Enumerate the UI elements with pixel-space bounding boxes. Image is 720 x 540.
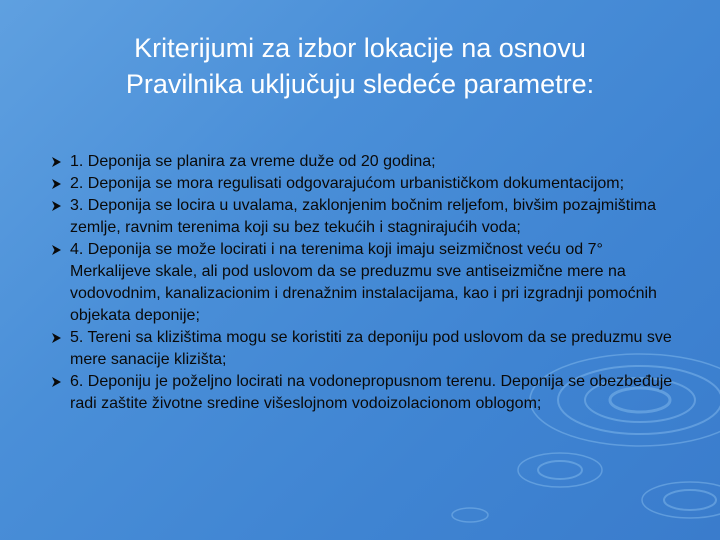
arrow-bullet-icon [52, 333, 61, 343]
arrow-bullet-icon [52, 377, 61, 387]
list-item [58, 151, 688, 173]
title-line-2: Pravilnika uključuju sledeće parametre: [125, 69, 595, 99]
slide-title [40, 30, 680, 102]
arrow-bullet-icon [52, 157, 61, 167]
list-item [58, 239, 688, 327]
title-line-1: Kriterijumi za izbor lokacije na osnovu [134, 33, 586, 63]
list-item-text: 4. Deponija se može locirati i na terenima koji imaju seizmičnost veću od 7° Merkalijeve skale, ali pod uslovom da se preduzmu sve antiseizmične mere na vodovodnim, kanalizacionim i drenažnim instalacijama, kao i pri izgradnji pomoćnih objekata deponije; [70, 241, 657, 324]
list-item-text: 3. Deponija se locira u uvalama, zaklonjenim bočnim reljefom, bivšim pozajmištima zemlje, ravnim terenima koji su bez tekućih i stagnirajućih voda; [70, 197, 657, 236]
list-item-text: 6. Deponiju je poželjno locirati na vodonepropusnom terenu. Deponija se obezbeđuje radi zaštite životne sredine višeslojnom vodoizolacionom oblogom; [70, 373, 673, 412]
list-item [58, 195, 688, 239]
arrow-bullet-icon [52, 201, 61, 211]
list-item-text: 5. Tereni sa klizištima mogu se koristiti za deponiju pod uslovom da se preduzmu sve mere sanacije klizišta; [70, 329, 672, 368]
arrow-bullet-icon [52, 179, 61, 189]
list-item-text: 1. Deponija se planira za vreme duže od 20 godina; [70, 153, 436, 170]
list-item-text: 2. Deponija se mora regulisati odgovarajućom urbanističkom dokumentacijom; [70, 175, 625, 192]
arrow-bullet-icon [52, 245, 61, 255]
list-item [58, 327, 688, 371]
list-item [58, 173, 688, 195]
list-item [58, 371, 688, 415]
criteria-list [58, 151, 688, 415]
